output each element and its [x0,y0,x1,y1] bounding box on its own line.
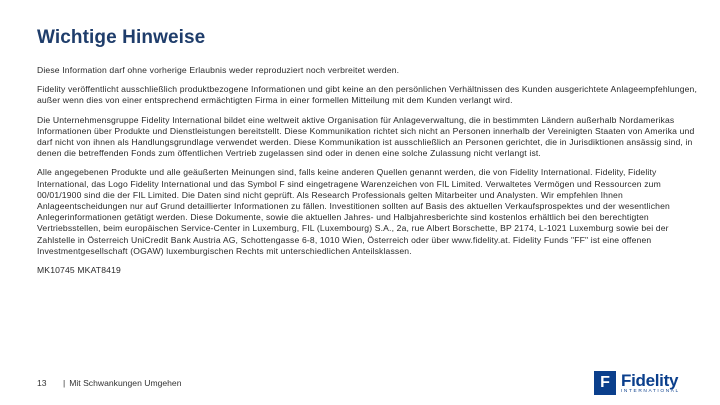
paragraph-recommendations: Fidelity veröffentlicht ausschließlich produktbezogene Informationen und gibt keine an den persönlichen Verhältnissen des Kunden ausgerichtete Anlageempfehlungen, außer wenn dies von einer entsprechend ermächtigten Firma in einer formellen Mitteilung mit dem Kunden verlangt wird. [37,84,698,106]
paragraph-products: Alle angegebenen Produkte und alle geäußerten Meinungen sind, falls keine anderen Quellen genannt werden, die von Fidelity International. Fidelity, Fidelity International, das Logo Fidelity International und das Symbol F sind eingetragene Warenzeichen von FIL Limited. Verwaltetes Vermögen und Ressourcen zum 00/01/1900 sind die der FIL Limited. Die Daten sind nicht geprüft. Als Research Professionals gelten Mitarbeiter und Analysten. Wir empfehlen Ihnen Anlageentscheidungen nur auf Grund detaillierter Informationen zu fällen. Investitionen sollten auf Basis des aktuellen Verkaufsprospektes und der wesentlichen Anlegerinformationen getätigt werden. Diese Dokumente, sowie die aktuellen Jahres- und Halbjahresberichte sind kostenlos erhältlich bei den berechtigten Vertriebsstellen, beim europäischen Service-Center in Luxemburg, FIL (Luxembourg) S.A., 2a, rue Albert Borschette, BP 2174, L-1021 Luxemburg sowie bei der Zahlstelle in Österreich UniCredit Bank Austria AG, Schottengasse 6-8, 1010 Wien, Österreich oder über www.fidelity.at. Fidelity Funds "FF" ist eine offenen Investmentgesellschaft (OGAW) luxemburgischen Rechts mit unterschiedlichen Anteilsklassen. [37,167,670,256]
logo-wordmark: Fidelity [621,370,679,390]
paragraph-reproduction: Diese Information darf ohne vorherige Erlaubnis weder reproduziert noch verbreitet werden. [37,65,400,75]
footer [37,378,182,388]
fidelity-logo [594,369,680,397]
section-label: Mit Schwankungen Umgehen [69,378,182,388]
footer-separator: | [63,378,66,388]
page-number: 13 [37,378,47,388]
fidelity-f-icon: F [594,371,616,395]
logo-text [621,372,680,395]
paragraph-organisation: Die Unternehmensgruppe Fidelity International bildet eine weltweit aktive Organisation für Anlageverwaltung, die in bestimmten Ländern außerhalb Nordamerikas Informationen über Produkte und Dienstleistungen bereitstellt. Diese Kommunikation richtet sich nicht an Personen innerhalb der Vereinigten Staaten von Amerika und darf nicht von ihnen als Handlungsgrundlage verwendet werden. Diese Kommunikation ist ausschließlich an Personen gerichtet, die in Jurisdiktionen ansässig sind, in denen die betreffenden Fonds zum öffentlichen Vertrieb zugelassen sind oder in denen eine solche Zulassung nicht verlangt ist. [37,114,695,159]
logo-subtitle: INTERNATIONAL [621,388,680,394]
document-codes: MK10745 MKAT8419 [37,265,121,276]
disclaimer-body [37,65,702,284]
page-title: Wichtige Hinweise [37,27,206,48]
